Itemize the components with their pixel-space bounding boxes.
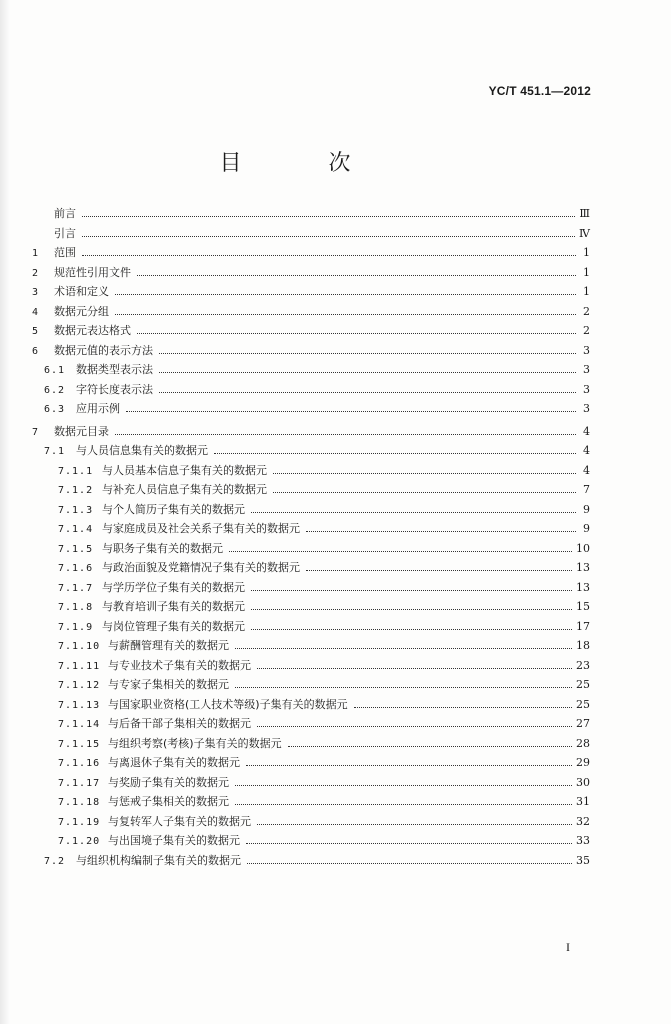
dot-leader [137,275,576,276]
toc-entry[interactable] [32,793,590,813]
toc-entry[interactable] [32,244,590,264]
toc-entry-number: 7.2 [44,855,66,867]
toc-entry-page: 1 [583,265,590,279]
toc-entry[interactable] [32,832,590,852]
toc-entry[interactable] [32,342,590,362]
dot-leader [251,512,576,513]
toc-entry-label: 引言 [54,226,76,240]
toc-entry[interactable] [32,852,590,872]
dot-leader [247,863,572,864]
dot-leader [235,687,572,688]
toc-entry-label: 与出国境子集有关的数据元 [108,834,240,847]
toc-entry[interactable] [32,423,590,443]
dot-leader [273,473,576,474]
toc-entry[interactable] [32,657,590,677]
toc-entry-label: 与离退休子集有关的数据元 [108,756,240,769]
toc-entry-page: Ⅳ [579,226,590,240]
toc-entry-number: 7.1.8 [58,602,94,613]
toc-entry-number: 7.1.18 [58,797,101,808]
toc-entry[interactable] [32,481,590,501]
toc-entry-label: 与国家职业资格(工人技术等级)子集有关的数据元 [108,697,348,711]
dot-leader [159,353,576,354]
toc-entry-label: 范围 [54,246,76,259]
toc-entry[interactable] [32,400,590,420]
dot-leader [251,609,572,610]
toc-entry[interactable] [32,322,590,342]
toc-entry-page: 35 [576,853,590,867]
dot-leader [82,255,576,256]
dot-leader [257,824,572,825]
toc-entry-label: 前言 [54,207,76,220]
page-title: 目 次 [219,151,391,176]
toc-entry[interactable] [32,774,590,794]
toc-entry-page: 4 [583,463,590,477]
toc-entry-label: 术语和定义 [54,285,109,298]
toc-entry-number: 7.1.12 [58,680,101,691]
toc-entry-label: 与学历学位子集有关的数据元 [102,580,245,594]
toc-entry[interactable] [32,381,590,401]
toc-entry-number: 2 [32,267,40,279]
dot-leader [257,726,572,727]
toc-entry[interactable] [32,361,590,381]
toc-entry[interactable] [32,520,590,540]
dot-leader [82,236,575,237]
toc-entry-number: 7.1.20 [58,836,101,847]
toc-entry-page: 4 [583,444,590,457]
toc-entry-label: 与家庭成员及社会关系子集有关的数据元 [102,522,300,535]
toc-entry[interactable] [32,696,590,716]
toc-entry-page: Ⅲ [579,207,590,220]
toc-entry-label: 规范性引用文件 [54,265,131,279]
toc-entry[interactable] [32,598,590,618]
toc-entry-label: 数据元值的表示方法 [54,343,153,357]
toc-entry-label: 与专家子集相关的数据元 [108,678,229,691]
toc-entry-number: 7.1.14 [58,719,101,730]
dot-leader [246,765,572,766]
dot-leader [235,785,572,786]
toc-entry[interactable] [32,442,590,462]
toc-entry-page: 3 [583,363,590,376]
dot-leader [354,707,572,708]
dot-leader [159,392,576,393]
toc-entry-page: 3 [583,402,590,415]
toc-entry[interactable] [32,676,590,696]
toc-entry-number: 7.1.13 [58,699,101,711]
toc-entry-number: 7.1.9 [58,621,94,633]
toc-entry-label: 与职务子集有关的数据元 [102,541,223,555]
toc-entry-number: 1 [32,248,40,259]
toc-entry-number: 7 [32,426,40,438]
toc-entry-number: 7.1.16 [58,758,101,769]
toc-entry-page: 3 [583,382,590,396]
toc-entry-number: 7.1.6 [58,563,94,574]
dot-leader [246,843,572,844]
toc-entry-page: 3 [583,343,590,357]
dot-leader [251,629,572,630]
toc-entry-label: 与政治面貌及党籍情况子集有关的数据元 [102,561,300,574]
toc-entry-page: 29 [576,756,590,769]
toc-entry-number: 7.1.7 [58,582,94,594]
toc-entry[interactable] [32,501,590,521]
dot-leader [251,590,572,591]
toc-entry-page: 10 [576,541,590,555]
standard-code: YC/T 451.1—2012 [488,84,591,98]
dot-leader [126,411,576,412]
toc-entry-number: 4 [32,306,40,318]
toc-entry[interactable] [32,715,590,735]
toc-entry[interactable] [32,225,590,245]
dot-leader [115,434,576,435]
toc-entry-page: 13 [576,580,590,594]
toc-entry-page: 32 [576,814,590,828]
toc-entry-label: 与奖励子集有关的数据元 [108,775,229,789]
toc-entry-label: 与补充人员信息子集有关的数据元 [102,483,267,496]
toc-entry-page: 33 [576,834,590,847]
toc-entry-page: 13 [576,561,590,574]
toc-entry-page: 7 [583,483,590,496]
toc-entry-number: 7.1.1 [58,465,94,477]
toc-entry-label: 与惩戒子集相关的数据元 [108,795,229,808]
toc-entry-page: 1 [583,285,590,298]
toc-entry-label: 数据元分组 [54,304,109,318]
toc-entry-page: 15 [576,600,590,613]
toc-entry-number: 6 [32,345,40,357]
toc-entry-label: 与人员基本信息子集有关的数据元 [102,463,267,477]
toc-entry-number: 5 [32,326,40,337]
toc-entry-number: 6.1 [44,365,66,376]
toc-entry-number: 7.1 [44,446,66,457]
toc-entry[interactable] [32,462,590,482]
toc-entry-page: 23 [576,658,590,672]
toc-entry-page: 2 [583,324,590,337]
toc-entry-label: 与岗位管理子集有关的数据元 [102,619,245,633]
toc-entry-number: 7.1.15 [58,738,101,750]
dot-leader [306,531,576,532]
toc-entry-label: 与薪酬管理有关的数据元 [108,639,229,652]
toc-entry[interactable] [32,283,590,303]
toc-entry-label: 与复转军人子集有关的数据元 [108,814,251,828]
toc-entry-page: 30 [576,775,590,789]
toc-entry-number: 6.3 [44,404,66,415]
toc-entry-label: 与后备干部子集相关的数据元 [108,717,251,730]
toc-entry-label: 与组织机构编制子集有关的数据元 [76,853,241,867]
toc-entry[interactable] [32,618,590,638]
toc-entry-number: 3 [32,287,40,298]
toc-entry-label: 与个人简历子集有关的数据元 [102,502,245,516]
dot-leader [115,294,576,295]
toc-entry-label: 数据元表达格式 [54,324,131,337]
toc-entry-page: 25 [576,697,590,711]
toc-entry[interactable] [32,813,590,833]
toc-entry-page: 4 [583,424,590,438]
dot-leader [306,570,572,571]
dot-leader [257,668,572,669]
dot-leader [82,216,575,217]
toc-entry[interactable] [32,303,590,323]
dot-leader [235,648,572,649]
toc-entry[interactable] [32,205,590,225]
toc-entry-page: 2 [583,304,590,318]
toc-entry-label: 与教育培训子集有关的数据元 [102,600,245,613]
dot-leader [229,551,572,552]
toc-entry-number: 7.1.10 [58,641,101,652]
dot-leader [235,804,572,805]
table-of-contents [32,205,590,871]
toc-entry-page: 1 [583,246,590,259]
toc-entry-number: 7.1.4 [58,524,94,535]
toc-entry-page: 25 [576,678,590,691]
toc-entry-label: 与专业技术子集有关的数据元 [108,658,251,672]
toc-entry-page: 18 [576,639,590,652]
toc-entry-number: 7.1.3 [58,504,94,516]
toc-entry-label: 与人员信息集有关的数据元 [76,444,208,457]
toc-entry[interactable] [32,559,590,579]
toc-entry-number: 7.1.19 [58,816,101,828]
dot-leader [273,492,576,493]
toc-entry-page: 27 [576,717,590,730]
toc-entry-page: 31 [576,795,590,808]
toc-entry[interactable] [32,735,590,755]
dot-leader [288,746,572,747]
toc-entry-label: 数据元目录 [54,424,109,438]
toc-entry-label: 字符长度表示法 [76,382,153,396]
toc-entry-number: 7.1.17 [58,777,101,789]
toc-entry[interactable] [32,579,590,599]
toc-entry[interactable] [32,264,590,284]
toc-entry-number: 7.1.2 [58,485,94,496]
toc-entry[interactable] [32,754,590,774]
dot-leader [214,453,576,454]
toc-entry-number: 7.1.11 [58,660,101,672]
toc-entry-number: 6.2 [44,384,66,396]
toc-entry-page: 9 [583,522,590,535]
dot-leader [137,333,576,334]
toc-entry-label: 应用示例 [76,402,120,415]
toc-entry-page: 28 [576,736,590,750]
dot-leader [159,372,576,373]
dot-leader [115,314,576,315]
toc-entry-page: 17 [576,619,590,633]
toc-entry[interactable] [32,540,590,560]
toc-entry-number: 7.1.5 [58,543,94,555]
page-number: I [566,940,570,954]
toc-entry-label: 数据类型表示法 [76,363,153,376]
toc-entry[interactable] [32,637,590,657]
toc-entry-page: 9 [583,502,590,516]
toc-entry-label: 与组织考察(考核)子集有关的数据元 [108,736,282,750]
